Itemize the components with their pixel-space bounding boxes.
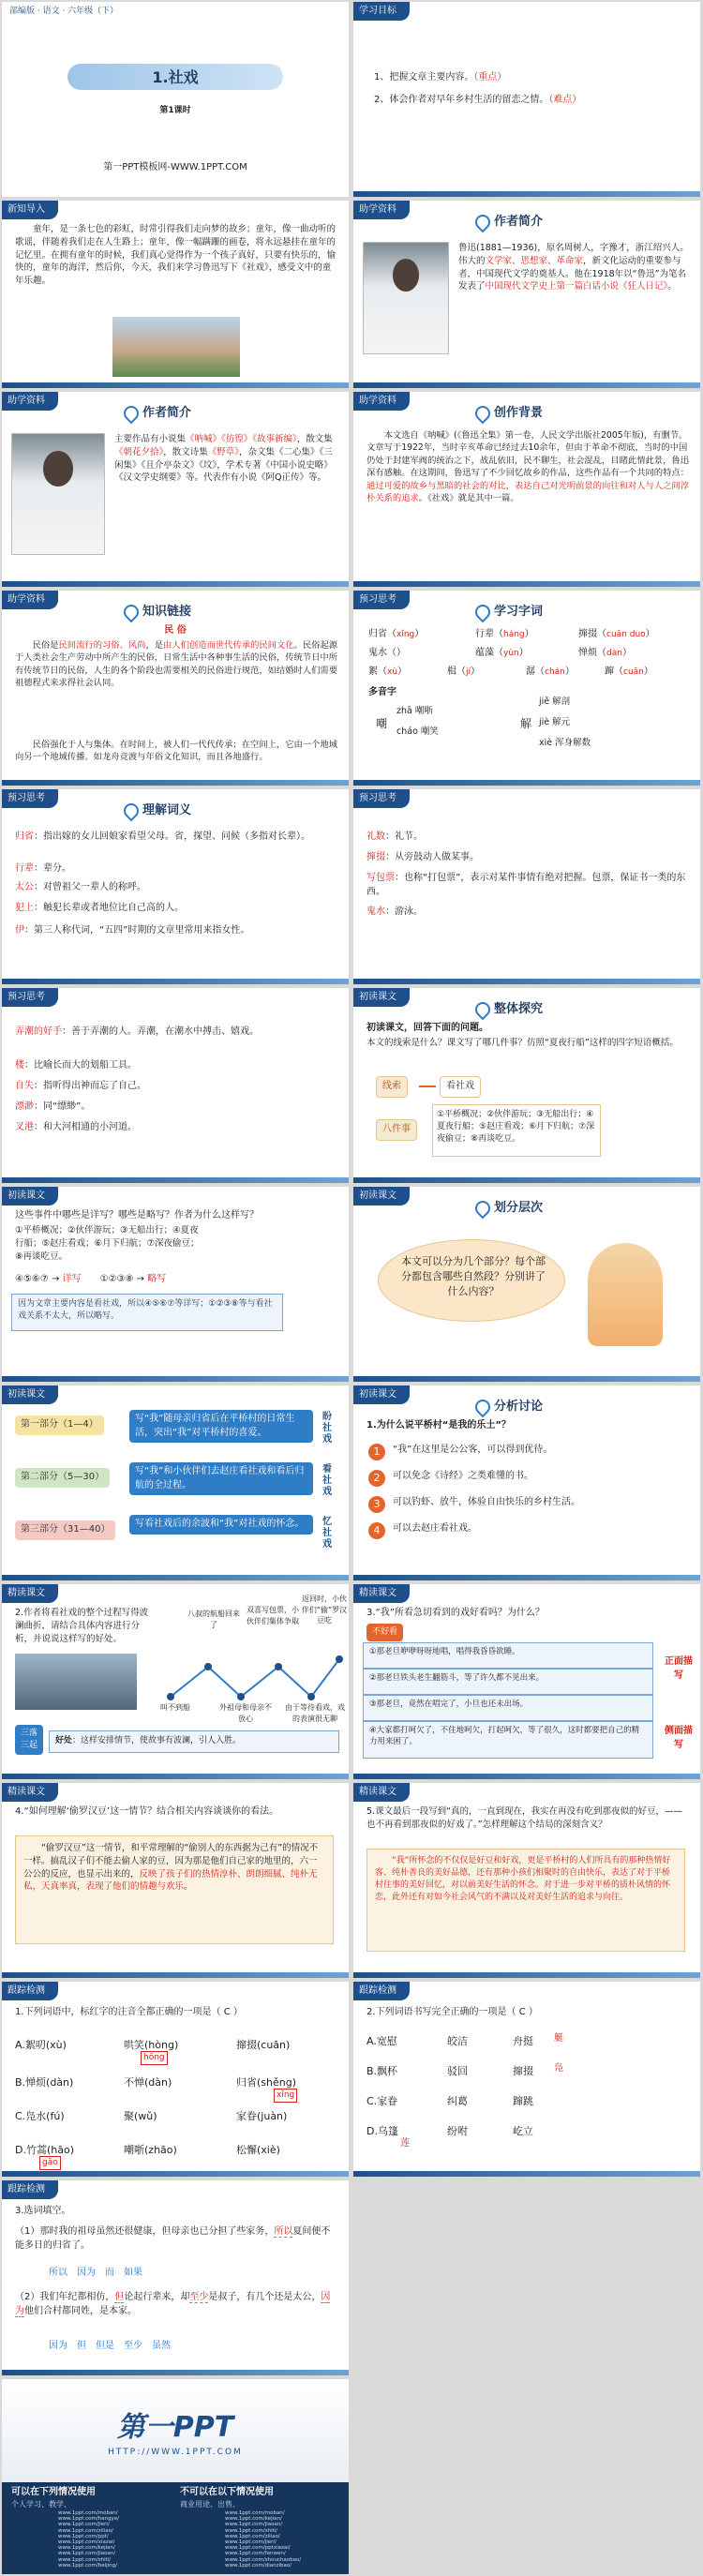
choice-c[interactable]: C.凫水(fú) (15, 2110, 65, 2122)
slide-intro (2, 201, 349, 388)
slide-meaning-3 (2, 988, 349, 1183)
lesson-number: 第1课时 (159, 106, 191, 115)
footer-bar (2, 780, 349, 786)
definition: 犯上：触犯长辈或者地位比自己高的人。 (15, 903, 184, 913)
number-badge: 4 (368, 1522, 385, 1539)
choice-d[interactable]: D.竹蒿(hāo) (15, 2144, 74, 2156)
word: 蹿跳 (513, 2095, 533, 2107)
author-portrait (11, 433, 105, 555)
note-direct: 正面描写 (665, 1656, 693, 1681)
slide-tag: 跟踪检测 (353, 1982, 410, 2000)
slide-author-1 (353, 201, 700, 388)
slide-tag: 预习思考 (353, 789, 410, 808)
slide-meaning-1 (2, 789, 349, 984)
footer-bar (353, 1774, 700, 1779)
section-heading: 知识链接 (124, 604, 191, 622)
plot-node: 返回时，小伙伴们“偷”罗汉豆吃 (301, 1595, 348, 1625)
footer-bar (353, 1376, 700, 1382)
part-text: 写看社戏后的余波和“我”对社戏的怀念。 (129, 1515, 313, 1535)
pen-icon (472, 211, 494, 232)
correction: xǐng (274, 2089, 297, 2103)
slide-theater-quality (353, 1584, 700, 1779)
pen-icon (472, 1197, 494, 1219)
link[interactable]: www.1ppt.com/jiaoan/ (225, 2522, 283, 2528)
answer-badge: 不好看 (366, 1624, 403, 1641)
footer-bar (2, 1972, 349, 1978)
question: 本文的线索是什么？课文写了哪几件事？仿照“夏夜行船”这样的四字短语概括。 (366, 1038, 679, 1048)
link[interactable]: www.1ppt.com/jieri/ (225, 2539, 277, 2546)
slide-tag: 预习思考 (2, 789, 58, 808)
slide-meaning-2 (353, 789, 700, 984)
footer-bar (2, 1774, 349, 1779)
question: 这些事件中哪些是详写？哪些是略写？作者为什么这样写？ (15, 1210, 259, 1221)
link[interactable]: www.1ppt.com/ziliao/ (225, 2533, 280, 2539)
footer-bar (353, 581, 700, 587)
author-works: 主要作品有小说集《呐喊》《彷徨》《故事新编》，散文集《朝花夕拾》，散文诗集《野草》，杂文集《二心集》《三闲集》《且介亭杂文》《坟》，学术专著《中国小说史略》《汉文学史纲要》等。代表作有小说《阿Q正传》等。 (114, 434, 333, 484)
definition: 伊：第三人称代词，“五四”时期的文章里常用来指女性。 (15, 925, 250, 936)
allowed-title: 可以在下列情况使用 (11, 2487, 96, 2497)
footer-bar (2, 382, 349, 388)
slide-plot-curve (2, 1584, 349, 1779)
footer-bar (2, 2171, 349, 2177)
slide-discussion (353, 1385, 700, 1580)
slide-tag: 初读课文 (353, 988, 410, 1007)
definition: 鬼水：游泳。 (366, 906, 423, 917)
part-text: 写“我”和小伙伴们去赵庄看社戏和看后归航的全过程。 (129, 1462, 313, 1495)
definition: 楼：比喻长而大的划船工具。 (15, 1060, 137, 1071)
definition: 漂渺：同“缥缈”。 (15, 1101, 91, 1112)
event-list: ①平桥概况；②伙伴游玩；③无船出行；④夏夜行船；⑤赵庄看戏；⑥月下归航；⑦深夜偷豆；⑧再谈吃豆。 (15, 1225, 200, 1262)
slide-folk (2, 591, 349, 786)
section-heading: 理解词义 (124, 802, 191, 820)
question: 1.下列词语中，标红字的注音全都正确的一项是（ C ） (15, 2007, 243, 2017)
answer: 可以免念《诗经》之类难懂的书。 (393, 1471, 533, 1481)
word: 纠葛 (447, 2095, 468, 2107)
link[interactable]: www.1ppt.com/pptxiazai/ (225, 2545, 291, 2552)
arrow (419, 1086, 436, 1087)
footer-bar (353, 780, 700, 786)
vocab-item: 归省（xǐng） (368, 629, 425, 639)
slide-tag: 跟踪检测 (2, 2180, 58, 2199)
clue-label: 线索 (376, 1076, 408, 1098)
slide-license (2, 2379, 349, 2574)
pen-icon (121, 800, 142, 821)
link[interactable]: www.1ppt.com/kejian/ (58, 2545, 115, 2552)
part-label: 第二部分（5—30） (15, 1468, 110, 1488)
slide-layers (353, 1187, 700, 1382)
publisher: 部编版 · 语文 · 六年级（下） (9, 7, 119, 16)
word: 皎洁 (447, 2035, 468, 2047)
vocab-item: 絮（xù） (368, 666, 408, 677)
choice-c[interactable]: C.家眷 (366, 2095, 398, 2107)
slide-tag: 跟踪检测 (2, 1982, 58, 2000)
choice-a-2: 哄笑(hòng) (124, 2039, 179, 2051)
slide-detail (2, 1187, 349, 1382)
word: 舟挺 (513, 2035, 533, 2047)
slide-author-2 (2, 392, 349, 587)
blank-sentence: （1）那时我的祖母虽然还很健康，但母亲也已分担了些家务，所以夏间便不能多日的归省了。 (15, 2226, 331, 2251)
answer: 可以钓虾、放牛，体验自由快乐的乡村生活。 (393, 1497, 580, 1507)
polyphone-reading: cháo 嘲笑 (396, 726, 439, 737)
link-list-right (225, 2510, 342, 2569)
footer-bar (2, 1376, 349, 1382)
pen-icon (472, 601, 494, 622)
part-label: 第三部分（31—40） (15, 1520, 115, 1540)
link-list-left (58, 2510, 171, 2569)
word-options: 所以 因为 而 如果 (49, 2268, 142, 2278)
slide-tag: 初读课文 (2, 1187, 58, 1206)
word-options: 因为 但 但是 至少 虽然 (49, 2341, 171, 2351)
slide-tag: 预习思考 (353, 591, 410, 609)
detail-brief: ④⑤⑥⑦ → 详写 ①②③⑧ → 略写 (15, 1274, 167, 1284)
polyphone-reading: jiè 解元 (539, 717, 571, 727)
choice-d[interactable]: D.乌篷 (366, 2125, 398, 2137)
footer-bar (353, 1177, 700, 1183)
correction: gāo (39, 2156, 61, 2170)
word: 屹立 (513, 2125, 533, 2137)
section-heading: 划分层次 (475, 1200, 543, 1218)
polyphone-reading: zhā 嘲哳 (396, 706, 433, 716)
definition: 礼数：礼节。 (366, 831, 423, 842)
pen-icon (472, 1396, 494, 1417)
question: 5.课文最后一段写到“真的，一直到现在，我实在再没有吃到那夜似的好豆，——也不再看到那夜似的好戏了。”怎样理解这个结局的深刻含义？ (366, 1806, 682, 1830)
blank-sentence: （2）我们年纪都相仿，但论起行辈来，却至少是叔子，有几个还是太公，因为他们合村都同姓，是本家。 (15, 2292, 331, 2316)
section-heading: 作者简介 (475, 214, 543, 232)
footer-bar (2, 1177, 349, 1183)
link[interactable]: www.1ppt.com/xiazai/ (58, 2539, 115, 2546)
slide-tag: 助学资料 (353, 392, 410, 411)
correction: 莲 (400, 2138, 410, 2149)
part-side: 盼社戏 (322, 1412, 332, 1445)
link[interactable]: www.1ppt.com/shiti/ (225, 2527, 278, 2534)
polyphone-title: 多音字 (368, 687, 396, 697)
plot-node: 八叔的航船回来了 (187, 1610, 240, 1629)
definition: 行辈：辈分。 (15, 863, 71, 874)
slide-background (353, 392, 700, 587)
footer-bar (2, 979, 349, 984)
link[interactable]: www.1ppt.com/dianzibao/ (225, 2562, 292, 2569)
vocab-item: 鬼水（） (368, 648, 406, 658)
link[interactable]: www.1ppt.com/fanwen/ (225, 2551, 286, 2557)
section-heading: 分析讨论 (475, 1399, 543, 1416)
link[interactable]: www.1ppt.com/moban/ (225, 2510, 285, 2516)
polyphone-reading: xiè 浑身解数 (539, 738, 591, 748)
slide-overall (353, 988, 700, 1183)
benefit-box: 好处：这样安排情节，使故事有波澜，引人入胜。 (49, 1730, 339, 1753)
slide-tag: 助学资料 (353, 201, 410, 219)
slide-goals (353, 2, 700, 197)
slide-tag: 初读课文 (353, 1385, 410, 1404)
question: 1.为什么说平桥村“是我的乐土”？ (366, 1420, 511, 1430)
choice-b-3: 归省(shěng) (236, 2076, 297, 2089)
answer: 可以去赵庄看社戏。 (393, 1523, 477, 1534)
plot-node: 双喜写包票，小伙伴们集体争取 (247, 1606, 299, 1625)
question: 3.“我”所看急切看到的戏好看吗？为什么？ (366, 1608, 545, 1618)
brand-logo: 第一PPT (116, 2411, 234, 2444)
intro-text: 童年，是一条七色的彩虹，时常引得我们走向梦的故乡；童年，像一曲动听的歌谣，伴随着我们走在人生路上；童年，像一幅蹒跚的画卷，将永远悬挂在童年的记忆里。在拥有童年的时候，我们真心觉得作为一个孩子真好，只要有快乐的，愉快的，童年的海洋，然后你，今天，我们来学习鲁迅写下《社戏》，感受文中的童年乐趣。 (15, 224, 337, 287)
evidence-box: ①那老旦咿咿呀呀地唱，唱得我昏昏欲睡。 (363, 1642, 653, 1669)
footer-bar (2, 1575, 349, 1580)
choice-d-2: 嘲哳(zhāo) (124, 2144, 177, 2156)
slide-ending (353, 1783, 700, 1978)
pattern-label: 三落三起 (15, 1725, 43, 1755)
boat-image (15, 1654, 137, 1710)
reason-box: 因为文章主要内容是看社戏，所以④⑤⑥⑦等详写；①②③⑧等与看社戏关系不太大，所以略写。 (11, 1294, 283, 1331)
empty-slot (353, 2379, 700, 2574)
evidence-box: ④大家都打呵欠了，不住地呵欠，打起呵欠，等了很久，这时都要把自己的精力用来困了。 (363, 1721, 653, 1759)
task-title: 初读课文，回答下面的问题。 (366, 1023, 488, 1033)
clue-value: 看社戏 (440, 1076, 481, 1098)
template-site: 第一PPT模板网-WWW.1PPT.COM (103, 162, 247, 172)
pen-icon (472, 402, 494, 424)
part-text: 写“我”随母亲归省后在平桥村的日常生活，突出“我”对平桥村的喜爱。 (129, 1410, 313, 1443)
choice-c-2: 聚(wǔ) (124, 2110, 157, 2122)
footer-bar (353, 1972, 700, 1978)
slide-beans (2, 1783, 349, 1978)
vocab-item: 蹿（cuān） (605, 666, 653, 677)
number-badge: 2 (368, 1470, 385, 1487)
choice-b-2: 不惮(dàn) (124, 2076, 172, 2089)
link[interactable]: www.1ppt.com/kejian/ (225, 2516, 282, 2523)
author-portrait (363, 242, 449, 354)
correction: hōng (141, 2051, 168, 2065)
goal-1: 1、把握文章主要内容。（重点） (374, 72, 507, 82)
plot-node: 外祖母和母亲不放心 (219, 1703, 272, 1723)
slide-tag: 精读课文 (2, 1584, 58, 1603)
answer-box: “偷罗汉豆”这一情节，和平常理解的“偷别人的东西据为己有”的情况不一样。搞乱汉子们不能去偷人家的豆，因为那是他们自己家的地里的，六一公公的反应，也显示出来的，反映了孩子们的热情淳朴、朗朗细腻、纯朴无私，天真率真，表现了他们的情趣与欢乐。 (15, 1835, 334, 1944)
bubble-text: 本文可以分为几个部分？每个部分都包含哪些自然段？分别讲了什么内容？ (401, 1255, 546, 1297)
note-indirect: 侧面描写 (665, 1726, 693, 1750)
footer-bar (353, 979, 700, 984)
forbidden-sub: 商业用途、出售、 (180, 2500, 240, 2509)
part-label: 第一部分（1—4） (15, 1415, 104, 1435)
events-box: ①平桥概况；②伙伴游玩；③无船出行；④夏夜行船；⑤赵庄看戏；⑥月下归航；⑦深夜偷豆；⑧再谈吃豆。 (432, 1104, 601, 1157)
folk-text-2: 民俗强化于人与集体。在时间上，被人们一代代传承；在空间上，它由一个地域向另一个地域传播。如龙舟竞渡与年俗文化知识，而且各地盛行。 (15, 740, 337, 763)
question: 3.选词填空。 (15, 2206, 71, 2216)
events-label: 八件事 (376, 1119, 417, 1141)
choice-d-3: 松懈(xiè) (236, 2144, 280, 2156)
choice-c-3: 家眷(juàn) (236, 2110, 288, 2122)
link[interactable]: www.1ppt.com/beijing/ (58, 2562, 118, 2569)
slide-test-3 (2, 2180, 349, 2375)
vocab-item: 蕴藻（yùn） (475, 648, 529, 658)
link[interactable]: www.1ppt.com/ziliao/ (58, 2527, 113, 2534)
slide-tag: 学习目标 (353, 2, 410, 21)
link[interactable]: www.1ppt.com/moban/ (58, 2510, 118, 2516)
link[interactable]: www.1ppt.com/shouchaobao/ (225, 2556, 302, 2563)
section-heading: 整体探究 (475, 1001, 543, 1019)
link[interactable]: www.1ppt.com/ppt/ (58, 2533, 109, 2539)
page-title: 1.社戏 (152, 68, 199, 86)
part-side: 看社戏 (322, 1464, 332, 1497)
answer: “我”在这里是公公客，可以得到优待。 (393, 1445, 553, 1455)
slide-tag: 精读课文 (353, 1783, 410, 1802)
link[interactable]: www.1ppt.com/jiaoan/ (58, 2551, 116, 2557)
definition: 太公：对曾祖父一辈人的称呼。 (15, 882, 146, 892)
footer-bar (353, 1575, 700, 1580)
number-badge: 3 (368, 1496, 385, 1513)
slide-tag: 助学资料 (2, 392, 58, 411)
word: 纷咐 (447, 2125, 468, 2137)
footer-bar (2, 581, 349, 587)
choice-a-3: 撺掇(cuān) (236, 2039, 291, 2051)
word: 撺掇 (513, 2065, 533, 2077)
choice-a[interactable]: A.絮叨(xù) (15, 2039, 67, 2051)
polyphone-reading: jiě 解剖 (539, 696, 571, 707)
empty-slot (353, 2180, 700, 2375)
plot-node: 叫不到船 (160, 1703, 190, 1712)
vocab-item: 楫（jí） (447, 666, 481, 677)
slide-test-2 (353, 1982, 700, 2177)
pen-icon (121, 601, 142, 622)
slide-tag: 新知导入 (2, 201, 58, 219)
part-side: 忆社戏 (322, 1517, 332, 1550)
correction: 艇 (554, 2033, 563, 2044)
definition: 自失：指听得出神而忘了自己。 (15, 1081, 146, 1091)
plot-node: 由于等待看戏，戏的表演很无聊 (285, 1703, 345, 1723)
slide-title (2, 2, 349, 197)
section-heading: 学习字词 (475, 604, 543, 622)
folk-text: 民俗是民间流行的习俗、风尚，是由人们创造而世代传承的民间文化。民俗起源于人类社会生产劳动中所产生的民俗，日常生活中各种事生活的民俗，传统节日中所有传统节日的民俗，人生的各个阶段也需要相关的民俗进行规范，如结婚时人们需要祖德程式来求得社会认同。 (15, 640, 338, 689)
vocab-item: 撺掇（cuān duo） (578, 629, 655, 639)
question: 4.“如何理解‘偷罗汉豆’这一情节？结合相关内容谈谈你的看法。 (15, 1806, 279, 1817)
choice-a[interactable]: A.宽慰 (366, 2035, 397, 2047)
definition: 叉港：和大河相通的小河道。 (15, 1122, 137, 1132)
slide-parts (2, 1385, 349, 1580)
slide-tag: 精读课文 (2, 1783, 58, 1802)
vocab-item: 惮烦（dàn） (578, 648, 632, 658)
link[interactable]: www.1ppt.com/shiti/ (58, 2556, 112, 2563)
section-heading: 创作背景 (475, 405, 543, 423)
footer-bar (353, 382, 700, 388)
slide-test-1 (2, 1982, 349, 2177)
slide-tag: 初读课文 (2, 1385, 58, 1404)
forbidden-title: 不可以在以下情况使用 (180, 2487, 274, 2497)
vocab-item: 潺（chán） (526, 666, 575, 677)
allowed-sub: 个人学习、教学、 (11, 2500, 71, 2509)
footer-bar (2, 2370, 349, 2375)
student-illustration (588, 1243, 663, 1346)
footer-bar (353, 191, 700, 197)
vocab-item: 行辈（háng） (475, 629, 534, 639)
slide-vocab (353, 591, 700, 786)
footer-bar (353, 2171, 700, 2177)
evidence-box: ③那老旦，竟然在唱完了，小旦也还未出场。 (363, 1695, 653, 1721)
slide-tag: 预习思考 (2, 988, 58, 1007)
link[interactable]: www.1ppt.com/jieri/ (58, 2522, 110, 2528)
link[interactable]: www.1ppt.com/hangye/ (58, 2516, 120, 2523)
goal-2: 2、体会作者对早年乡村生活的留恋之情。（难点） (374, 95, 582, 105)
background-text: 本文选自《呐喊》(《鲁迅全集》第一卷，人民文学出版社2005年版)，有删节。文章写于1922年，当时辛亥革命已经过去10余年，但由于革命不彻底，当时的中国仍处于封建军阀的统治之下，战乱依旧，民不聊生，社会混乱，目睹此情此景，鲁迅深有感触。在这期间，鲁迅写了不少回忆故乡的作品，这些作品有一个共同的特点：通过可爱的故乡与黑暗的社会的对比，表达自己对光明前景的向往和对人与人之间淳朴关系的追求。《社戏》就是其中一篇。 (366, 430, 689, 504)
definition: 写包票：也称“打包票”，表示对某件事情有绝对把握。包票，保证书一类的东西。 (366, 873, 686, 897)
word: 驳回 (447, 2065, 468, 2077)
brand-url: HTTP://WWW.1PPT.COM (108, 2448, 243, 2457)
author-bio: 鲁迅(1881—1936)，原名周树人，字豫才，浙江绍兴人。伟大的文学家、思想家、革命家，新文化运动的重要参与者，中国现代文学的奠基人。他在1918年以“鲁迅”为笔名发表了中国现代文学史上第一篇白话小说《狂人日记》。 (458, 243, 689, 292)
pen-icon (121, 402, 142, 424)
slide-tag: 精读课文 (353, 1584, 410, 1603)
number-badge: 1 (368, 1444, 385, 1460)
question: 2.下列词语书写完全正确的一项是（ C ） (366, 2007, 538, 2017)
correction: 凫 (554, 2063, 563, 2074)
definition: 撺掇：从旁鼓动人做某事。 (366, 852, 479, 862)
polyphone-char: 嘲 (376, 717, 388, 730)
definition: 归省：指出嫁的女儿回娘家看望父母。省，探望、问候（多指对长辈）。 (15, 831, 310, 842)
slide-tag: 助学资料 (2, 591, 58, 609)
sub-heading: 民 俗 (164, 625, 187, 636)
choice-b[interactable]: B.飘杯 (366, 2065, 398, 2077)
pen-icon (472, 998, 494, 1020)
slide-tag: 初读课文 (353, 1187, 410, 1206)
definition: 弄潮的好手：善于弄潮的人。弄潮，在潮水中搏击、嬉戏。 (15, 1026, 259, 1037)
polyphone-char: 解 (520, 717, 532, 730)
evidence-box: ②那老旦铁头老生翻筋斗，等了许久都不见出来。 (363, 1669, 653, 1695)
section-heading: 作者简介 (124, 405, 191, 423)
question: 2.作者将看社戏的整个过程写得波澜曲折，请结合具体内容进行分析，并说说这样写的好处。 (15, 1608, 149, 1644)
answer-box: “我”所怀念的不仅仅是好豆和好戏，更是平桥村的人们所具有的那种热情好客、纯朴善良的美好品德，还有那种小孩们相聚时的自由快乐，表达了对于平桥村往事的美好回忆，对以前美好生活的怀念。对于进一步对平桥的质朴风情的怀恋，此外还有对如今社会风气的不满以及对美好生活的追求与向往。 (366, 1849, 685, 1952)
choice-b[interactable]: B.惮烦(dàn) (15, 2076, 74, 2089)
village-stage-image (112, 317, 240, 377)
